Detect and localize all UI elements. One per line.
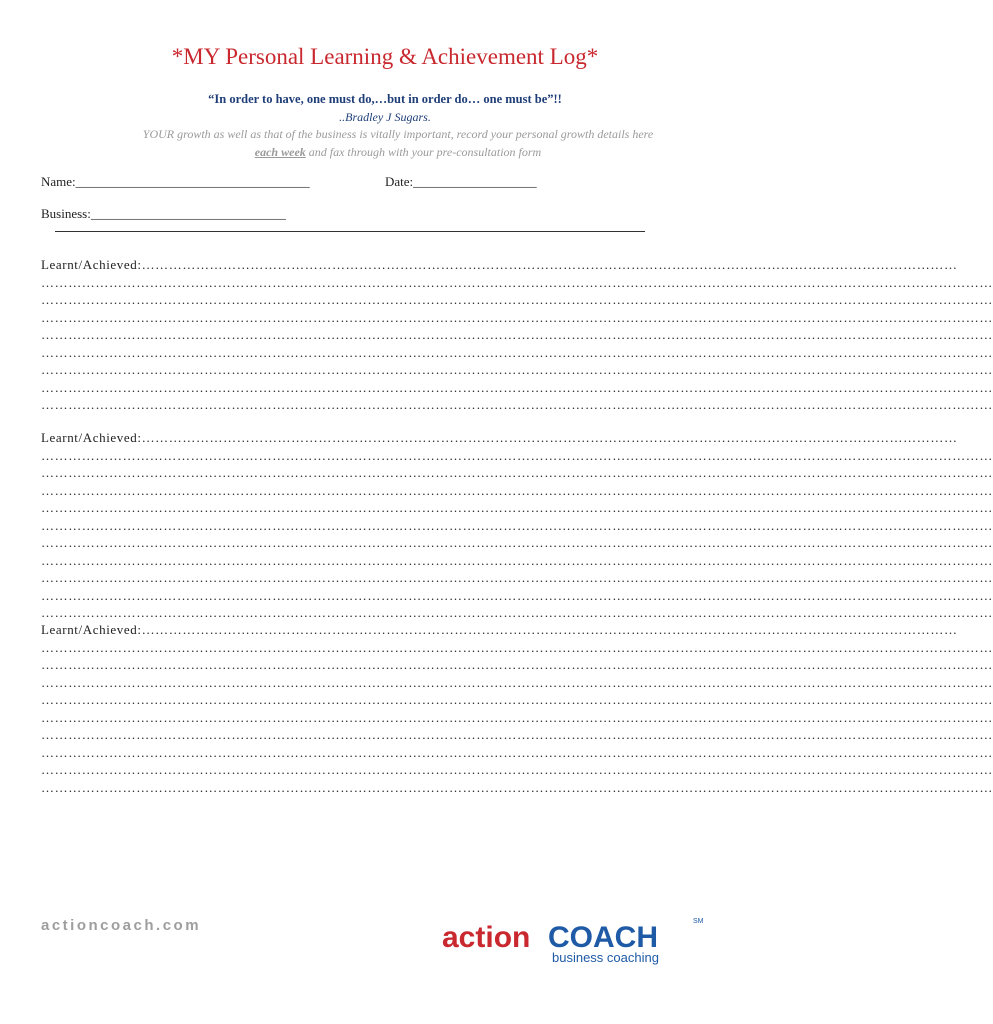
dot-leader: ……………………………………………………………………………………………………………………………………………………………… (141, 430, 958, 445)
log-line[interactable]: ………………………………………………………………………………………………………………………………………………………………………………………… (41, 309, 993, 325)
quote-attribution: ..Bradley J Sugars. (339, 110, 431, 124)
log-line[interactable]: ………………………………………………………………………………………………………………………………………………………………………………………… (41, 344, 993, 360)
log-line[interactable]: ………………………………………………………………………………………………………………………………………………………………………………………… (41, 692, 993, 707)
log-line[interactable]: ………………………………………………………………………………………………………………………………………………………………………………………… (41, 482, 993, 498)
logo-coach-text: COACH (548, 921, 658, 954)
dot-leader: ……………………………………………………………………………………………………………………………………………………………… (141, 622, 958, 637)
log-line[interactable]: ………………………………………………………………………………………………………………………………………………………………………………………… (41, 535, 993, 550)
divider (55, 231, 645, 232)
log-line[interactable]: ………………………………………………………………………………………………………………………………………………………………………………………… (41, 744, 993, 760)
instructions (138, 125, 658, 161)
log-label-line[interactable] (41, 621, 958, 639)
log-line[interactable]: ………………………………………………………………………………………………………………………………………………………………………………………… (41, 639, 993, 655)
name-field[interactable]: Name:____________________________________ (41, 174, 310, 189)
log-line[interactable]: ………………………………………………………………………………………………………………………………………………………………………………………… (41, 362, 993, 377)
business-field[interactable]: Business:______________________________ (41, 206, 286, 221)
log-section-2 (41, 429, 993, 622)
quote: “In order to have, one must do,…but in order do… one must be”!! (208, 92, 562, 106)
logo-service-mark: SM (693, 918, 704, 925)
actioncoach-logo (440, 905, 710, 975)
log-line[interactable]: ………………………………………………………………………………………………………………………………………………………………………………………… (41, 587, 993, 603)
log-line[interactable]: ………………………………………………………………………………………………………………………………………………………………………………………… (41, 447, 993, 463)
log-section-1 (41, 256, 993, 414)
log-line[interactable]: ………………………………………………………………………………………………………………………………………………………………………………………… (41, 779, 993, 795)
log-label: Learnt/Achieved: (41, 257, 142, 272)
log-line[interactable]: ………………………………………………………………………………………………………………………………………………………………………………………… (41, 327, 993, 342)
log-label: Learnt/Achieved: (41, 430, 142, 445)
log-label-line[interactable] (41, 256, 958, 274)
log-section-3 (41, 621, 993, 796)
log-label-line[interactable] (41, 429, 958, 447)
log-line[interactable]: ………………………………………………………………………………………………………………………………………………………………………………………… (41, 465, 993, 480)
log-line[interactable]: ………………………………………………………………………………………………………………………………………………………………………………………… (41, 517, 993, 533)
log-line[interactable]: ………………………………………………………………………………………………………………………………………………………………………………………… (41, 762, 993, 777)
log-line[interactable]: ………………………………………………………………………………………………………………………………………………………………………………………… (41, 674, 993, 690)
footer-url[interactable]: actioncoach.com (41, 917, 202, 934)
log-line[interactable]: ………………………………………………………………………………………………………………………………………………………………………………………… (41, 605, 993, 620)
log-line[interactable]: ………………………………………………………………………………………………………………………………………………………………………………………… (41, 397, 993, 412)
log-line[interactable]: ………………………………………………………………………………………………………………………………………………………………………………………… (41, 727, 993, 742)
logo-action-text: action (442, 921, 531, 954)
log-label: Learnt/Achieved: (41, 622, 142, 637)
log-line[interactable]: ………………………………………………………………………………………………………………………………………………………………………………………… (41, 500, 993, 515)
instructions-emphasis: each week (254, 145, 306, 159)
log-line[interactable]: ………………………………………………………………………………………………………………………………………………………………………………………… (41, 657, 993, 672)
log-line[interactable]: ………………………………………………………………………………………………………………………………………………………………………………………… (41, 292, 993, 307)
log-line[interactable]: ………………………………………………………………………………………………………………………………………………………………………………………… (41, 570, 993, 585)
instructions-text: YOUR growth as well as that of the business is vitally important, record your personal growth details here (142, 127, 654, 141)
log-line[interactable]: ………………………………………………………………………………………………………………………………………………………………………………………… (41, 709, 993, 725)
logo-tagline: business coaching (552, 950, 659, 965)
date-field[interactable]: Date:___________________ (385, 174, 537, 189)
page-title: *MY Personal Learning & Achievement Log* (171, 44, 599, 69)
log-line[interactable]: ………………………………………………………………………………………………………………………………………………………………………………………… (41, 379, 993, 395)
dot-leader: ……………………………………………………………………………………………………………………………………………………………… (141, 257, 958, 272)
log-line[interactable]: ………………………………………………………………………………………………………………………………………………………………………………………… (41, 552, 993, 568)
log-line[interactable]: ………………………………………………………………………………………………………………………………………………………………………………………… (41, 274, 993, 290)
instructions-text-end: and fax through with your pre-consultation form (305, 145, 542, 159)
